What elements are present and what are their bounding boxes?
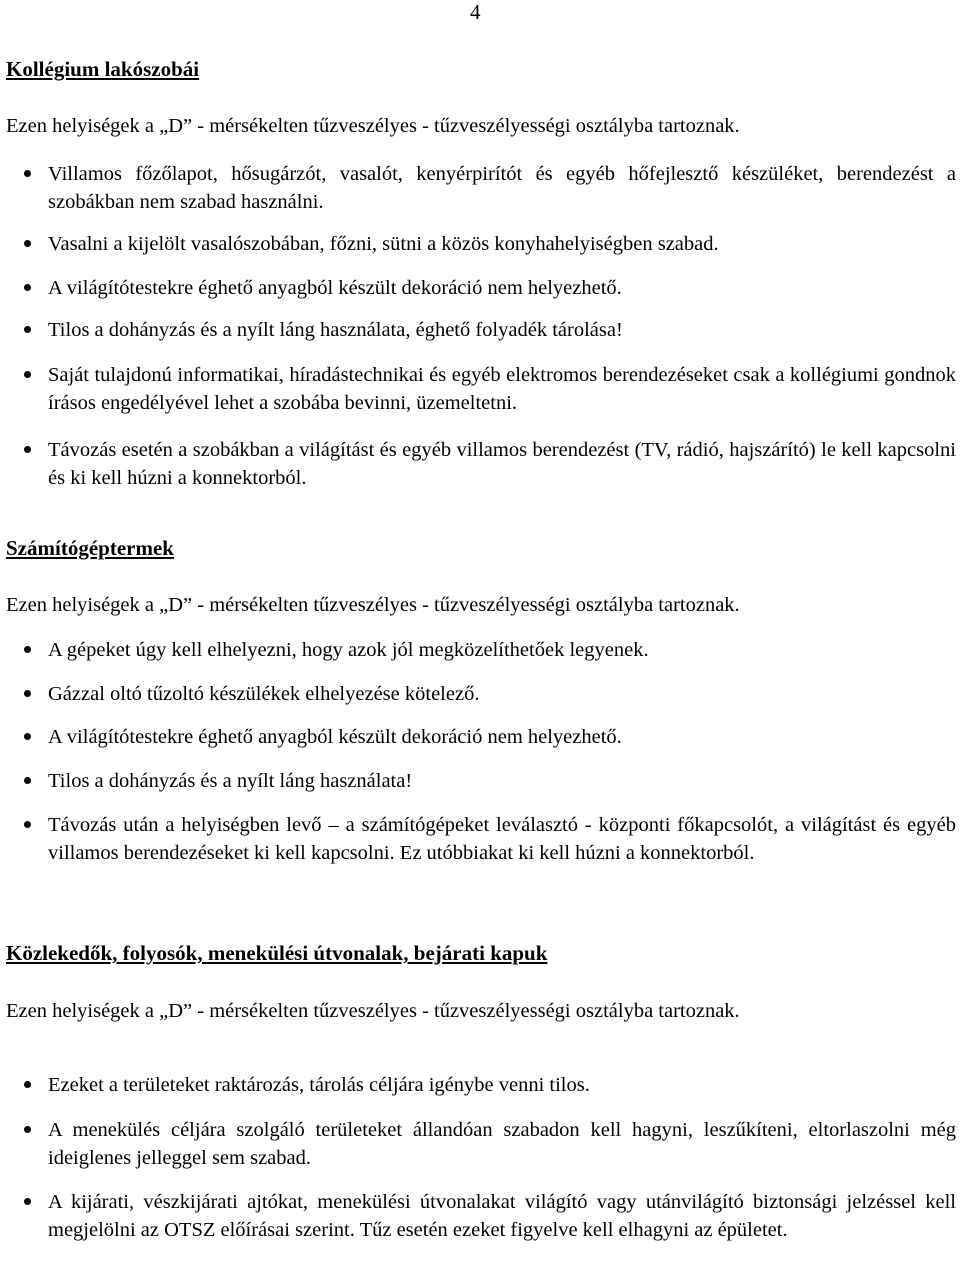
list-item-text: Tilos a dohányzás és a nyílt láng használata! (48, 770, 413, 792)
page-number: 4 (470, 0, 481, 24)
list-item-text: A világítótestekre éghető anyagból készült dekoráció nem helyezhető. (48, 726, 622, 748)
list-item-text: Tilos a dohányzás és a nyílt láng használata, éghető folyadék tárolása! (48, 319, 623, 341)
section-title-kozlekedok: Közlekedők, folyosók, menekülési útvonalak, bejárati kapuk (6, 941, 548, 965)
bullet-icon (24, 690, 31, 697)
section-title-kollegium: Kollégium lakószobái (6, 57, 200, 81)
bullet-icon (24, 284, 31, 291)
bullet-icon (24, 821, 31, 828)
bullet-icon (24, 326, 31, 333)
section-intro: Ezen helyiségek a „D” - mérsékelten tűzveszélyes - tűzveszélyességi osztályba tartoznak. (6, 1000, 740, 1022)
section-intro: Ezen helyiségek a „D” - mérsékelten tűzveszélyes - tűzveszélyességi osztályba tartoznak. (6, 594, 740, 616)
list-item-text: Gázzal oltó tűzoltó készülékek elhelyezése kötelező. (48, 683, 480, 705)
bullet-icon (24, 777, 31, 784)
list-item-text: A menekülés céljára szolgáló területeket állandóan szabadon kell hagyni, leszűkíteni, eltorlaszolni még ideiglenes jelleggel sem szabad. (48, 1119, 956, 1169)
bullet-icon (24, 240, 31, 247)
list-item-text: A gépeket úgy kell elhelyezni, hogy azok jól megközelíthetőek legyenek. (48, 639, 649, 661)
bullet-icon (24, 446, 31, 453)
bullet-icon (24, 1198, 31, 1205)
bullet-icon (24, 371, 31, 378)
section-intro: Ezen helyiségek a „D” - mérsékelten tűzveszélyes - tűzveszélyességi osztályba tartoznak. (6, 115, 740, 137)
list-item-text: Távozás után a helyiségben levő – a számítógépeket leválasztó - központi főkapcsolót, a világítást és egyéb villamos berendezéseket ki kell kapcsolni. Ez utóbbiakat ki kell húzni a konnektorból. (48, 814, 956, 864)
bullet-icon (24, 1081, 31, 1088)
list-item-text: Villamos főzőlapot, hősugárzót, vasalót, kenyérpirítót és egyéb hőfejlesztő készüléket, berendezést a szobákban nem szabad használni. (48, 163, 956, 213)
bullet-icon (24, 733, 31, 740)
list-item-text: A világítótestekre éghető anyagból készült dekoráció nem helyezhető. (48, 277, 622, 299)
list-item-text: Ezeket a területeket raktározás, tárolás céljára igénybe venni tilos. (48, 1074, 590, 1096)
list-item-text: Vasalni a kijelölt vasalószobában, főzni, sütni a közös konyhahelyiségben szabad. (48, 233, 719, 255)
bullet-icon (24, 646, 31, 653)
bullet-icon (24, 170, 31, 177)
list-item-text: Saját tulajdonú informatikai, híradástechnikai és egyéb elektromos berendezéseket csak a kollégiumi gondnok írásos engedélyével lehet a szobába bevinni, üzemeltetni. (48, 364, 956, 414)
list-item-text: Távozás esetén a szobákban a világítást és egyéb villamos berendezést (TV, rádió, hajszárító) le kell kapcsolni és ki kell húzni a konnektorból. (48, 439, 956, 489)
section-title-szamitogeptermek: Számítógéptermek (6, 536, 174, 560)
list-item-text: A kijárati, vészkijárati ajtókat, menekülési útvonalakat világító vagy utánvilágító biztonsági jelzéssel kell megjelölni az OTSZ előírásai szerint. Tűz esetén ezeket figyelve kell elhagyni az épületet. (48, 1191, 956, 1241)
bullet-icon (24, 1126, 31, 1133)
